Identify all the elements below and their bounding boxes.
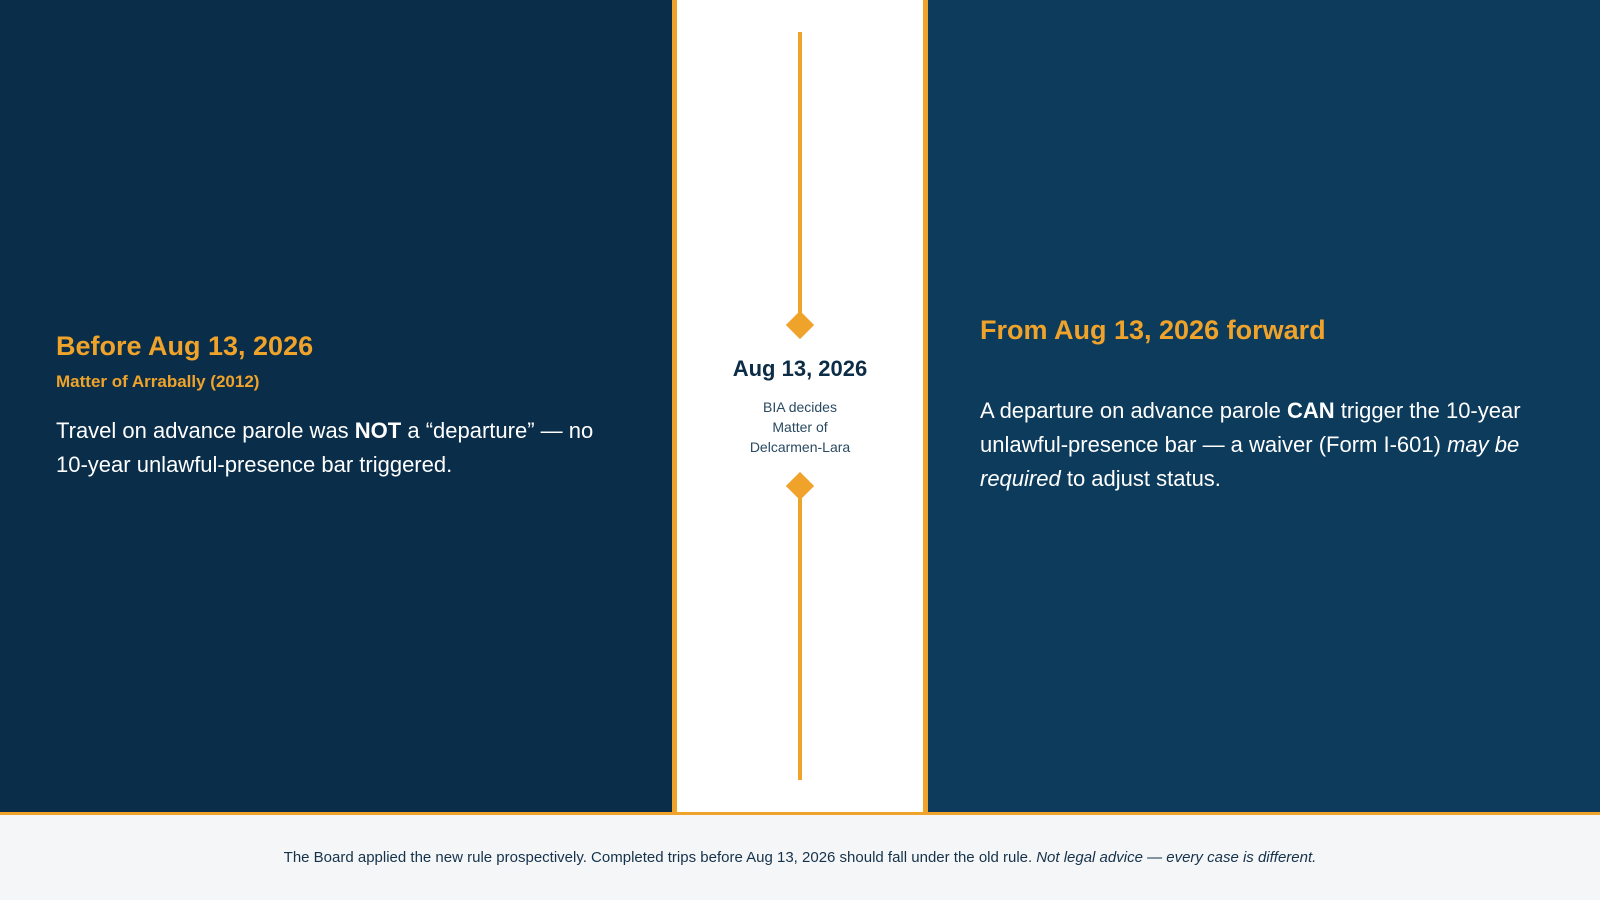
after-body	[980, 394, 1540, 496]
after-heading: From Aug 13, 2026 forward	[980, 315, 1326, 345]
footer-text: The Board applied the new rule prospectively. Completed trips before Aug 13, 2026 should fall under the old rule.	[283, 849, 1033, 866]
before-body-emphasis: NOT	[354, 418, 402, 444]
after-content	[980, 314, 1540, 496]
after-body-emphasis: CAN	[1287, 398, 1335, 424]
timeline-date: Aug 13, 2026	[732, 356, 868, 381]
before-body	[56, 414, 616, 482]
timeline-caption-line: BIA decides	[763, 399, 837, 415]
after-body-text-1: A departure on advance parole	[980, 398, 1288, 424]
timeline-caption-line: Matter of	[772, 419, 828, 435]
after-body-text-3: to adjust status.	[1060, 466, 1221, 492]
timeline-line-bottom	[798, 495, 802, 780]
timeline-caption-line: Delcarmen-Lara	[749, 439, 851, 455]
before-content	[56, 330, 616, 482]
after-body-text-2: trigger the 10-year unlawful-presence bar — a waiver (Form I-601)	[980, 398, 1521, 458]
timeline-line-top	[798, 32, 802, 314]
timeline-caption	[720, 397, 880, 457]
before-heading: Before Aug 13, 2026	[56, 331, 314, 361]
footer-disclaimer: Not legal advice — every case is different.	[1036, 849, 1317, 866]
before-body-text-2: a “departure” — no 10-year unlawful-presence bar triggered.	[56, 418, 594, 478]
before-subheading: Matter of Arrabally (2012)	[56, 372, 260, 392]
after-body-italic: may be required	[980, 432, 1520, 492]
before-body-text-1: Travel on advance parole was	[56, 418, 355, 444]
footer-note	[0, 812, 1600, 900]
